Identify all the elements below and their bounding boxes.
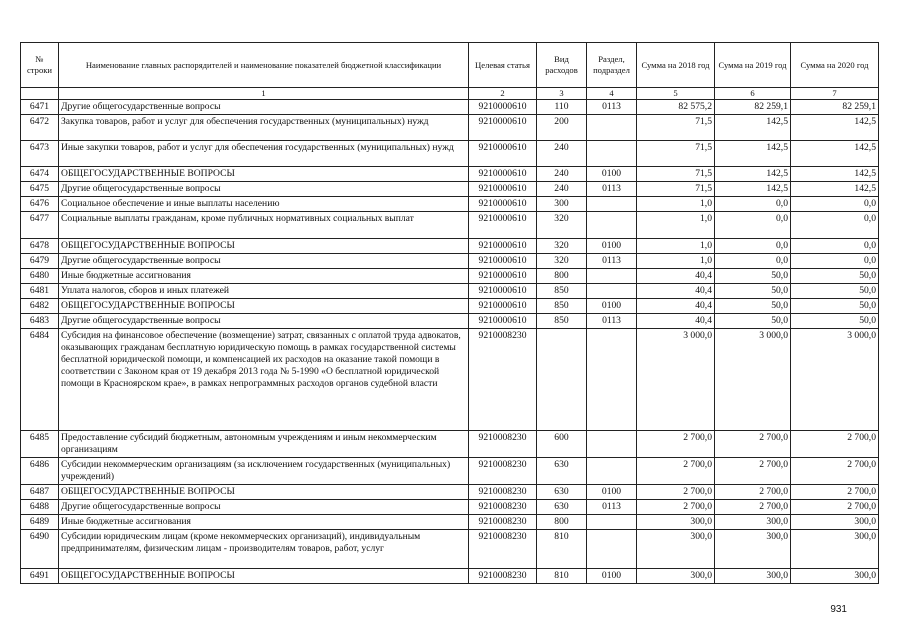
row-name: Другие общегосударственные вопросы bbox=[59, 182, 469, 197]
row-target-article: 9210008230 bbox=[469, 431, 537, 458]
row-section bbox=[587, 141, 637, 167]
row-target-article: 9210000610 bbox=[469, 141, 537, 167]
row-name: Предоставление субсидий бюджетным, автономным учреждениям и иным некоммерческим организациям bbox=[59, 431, 469, 458]
row-sum-2019: 0,0 bbox=[715, 197, 791, 212]
row-section: 0100 bbox=[587, 299, 637, 314]
row-number: 6488 bbox=[21, 500, 59, 515]
table-row bbox=[21, 458, 879, 485]
row-sum-2019: 142,5 bbox=[715, 167, 791, 182]
row-target-article: 9210008230 bbox=[469, 329, 537, 431]
row-target-article: 9210000610 bbox=[469, 182, 537, 197]
row-sum-2020: 0,0 bbox=[791, 212, 879, 239]
row-target-article: 9210008230 bbox=[469, 458, 537, 485]
table-row bbox=[21, 284, 879, 299]
table-row bbox=[21, 212, 879, 239]
row-sum-2020: 2 700,0 bbox=[791, 431, 879, 458]
row-name: Другие общегосударственные вопросы bbox=[59, 100, 469, 115]
row-name: Уплата налогов, сборов и иных платежей bbox=[59, 284, 469, 299]
row-target-article: 9210008230 bbox=[469, 530, 537, 569]
row-sum-2019: 300,0 bbox=[715, 569, 791, 584]
row-target-article: 9210008230 bbox=[469, 500, 537, 515]
row-name: Субсидии некоммерческим организациям (за исключением государственных (муниципальных) учреждений) bbox=[59, 458, 469, 485]
table-row bbox=[21, 254, 879, 269]
row-expense-kind: 240 bbox=[537, 182, 587, 197]
column-number: 4 bbox=[587, 88, 637, 100]
row-sum-2018: 2 700,0 bbox=[637, 458, 715, 485]
column-number: 7 bbox=[791, 88, 879, 100]
row-section bbox=[587, 458, 637, 485]
table-row bbox=[21, 141, 879, 167]
row-sum-2020: 300,0 bbox=[791, 515, 879, 530]
row-name: Социальные выплаты гражданам, кроме публичных нормативных социальных выплат bbox=[59, 212, 469, 239]
row-sum-2020: 2 700,0 bbox=[791, 458, 879, 485]
row-sum-2019: 82 259,1 bbox=[715, 100, 791, 115]
row-sum-2020: 2 700,0 bbox=[791, 485, 879, 500]
row-sum-2018: 300,0 bbox=[637, 569, 715, 584]
row-sum-2019: 0,0 bbox=[715, 254, 791, 269]
row-number: 6484 bbox=[21, 329, 59, 431]
header-section: Раздел, подраздел bbox=[587, 43, 637, 88]
table-row bbox=[21, 485, 879, 500]
row-sum-2019: 50,0 bbox=[715, 299, 791, 314]
row-sum-2018: 2 700,0 bbox=[637, 485, 715, 500]
row-number: 6481 bbox=[21, 284, 59, 299]
row-target-article: 9210000610 bbox=[469, 284, 537, 299]
row-name: ОБЩЕГОСУДАРСТВЕННЫЕ ВОПРОСЫ bbox=[59, 167, 469, 182]
row-sum-2018: 40,4 bbox=[637, 284, 715, 299]
row-section bbox=[587, 197, 637, 212]
row-section bbox=[587, 329, 637, 431]
row-number: 6477 bbox=[21, 212, 59, 239]
row-target-article: 9210000610 bbox=[469, 167, 537, 182]
row-number: 6483 bbox=[21, 314, 59, 329]
row-sum-2020: 142,5 bbox=[791, 115, 879, 141]
row-sum-2018: 82 575,2 bbox=[637, 100, 715, 115]
row-sum-2019: 2 700,0 bbox=[715, 500, 791, 515]
header-row-number: № строки bbox=[21, 43, 59, 88]
row-sum-2020: 50,0 bbox=[791, 284, 879, 299]
table-row bbox=[21, 431, 879, 458]
row-sum-2019: 300,0 bbox=[715, 515, 791, 530]
column-number bbox=[21, 88, 59, 100]
table-row bbox=[21, 299, 879, 314]
row-sum-2018: 1,0 bbox=[637, 254, 715, 269]
row-number: 6485 bbox=[21, 431, 59, 458]
row-section bbox=[587, 115, 637, 141]
row-sum-2020: 142,5 bbox=[791, 167, 879, 182]
row-number: 6480 bbox=[21, 269, 59, 284]
row-number: 6489 bbox=[21, 515, 59, 530]
row-sum-2018: 300,0 bbox=[637, 515, 715, 530]
row-section: 0113 bbox=[587, 182, 637, 197]
row-sum-2019: 50,0 bbox=[715, 284, 791, 299]
row-name: Закупка товаров, работ и услуг для обеспечения государственных (муниципальных) нужд bbox=[59, 115, 469, 141]
row-expense-kind: 850 bbox=[537, 299, 587, 314]
row-expense-kind: 630 bbox=[537, 485, 587, 500]
row-name: ОБЩЕГОСУДАРСТВЕННЫЕ ВОПРОСЫ bbox=[59, 239, 469, 254]
row-sum-2019: 300,0 bbox=[715, 530, 791, 569]
row-target-article: 9210008230 bbox=[469, 515, 537, 530]
row-sum-2020: 300,0 bbox=[791, 530, 879, 569]
row-section bbox=[587, 212, 637, 239]
row-sum-2018: 40,4 bbox=[637, 314, 715, 329]
column-number-row bbox=[21, 88, 879, 100]
row-number: 6487 bbox=[21, 485, 59, 500]
row-expense-kind: 850 bbox=[537, 314, 587, 329]
row-section: 0113 bbox=[587, 100, 637, 115]
row-sum-2018: 71,5 bbox=[637, 182, 715, 197]
row-expense-kind: 240 bbox=[537, 141, 587, 167]
row-target-article: 9210000610 bbox=[469, 197, 537, 212]
table-row bbox=[21, 500, 879, 515]
row-number: 6479 bbox=[21, 254, 59, 269]
row-name: Другие общегосударственные вопросы bbox=[59, 314, 469, 329]
row-section: 0100 bbox=[587, 167, 637, 182]
table-row bbox=[21, 329, 879, 431]
table-row bbox=[21, 100, 879, 115]
row-number: 6478 bbox=[21, 239, 59, 254]
row-section: 0113 bbox=[587, 500, 637, 515]
row-target-article: 9210000610 bbox=[469, 299, 537, 314]
row-sum-2020: 50,0 bbox=[791, 314, 879, 329]
row-sum-2018: 71,5 bbox=[637, 167, 715, 182]
row-sum-2018: 40,4 bbox=[637, 299, 715, 314]
row-section: 0100 bbox=[587, 569, 637, 584]
row-sum-2019: 142,5 bbox=[715, 182, 791, 197]
row-sum-2019: 142,5 bbox=[715, 115, 791, 141]
row-sum-2020: 0,0 bbox=[791, 197, 879, 212]
row-sum-2018: 3 000,0 bbox=[637, 329, 715, 431]
row-name: Другие общегосударственные вопросы bbox=[59, 500, 469, 515]
table-row bbox=[21, 239, 879, 254]
row-section: 0100 bbox=[587, 485, 637, 500]
row-expense-kind: 200 bbox=[537, 115, 587, 141]
column-number: 2 bbox=[469, 88, 537, 100]
row-sum-2018: 1,0 bbox=[637, 239, 715, 254]
row-sum-2020: 82 259,1 bbox=[791, 100, 879, 115]
row-sum-2020: 0,0 bbox=[791, 254, 879, 269]
row-target-article: 9210000610 bbox=[469, 115, 537, 141]
row-sum-2018: 71,5 bbox=[637, 115, 715, 141]
row-target-article: 9210000610 bbox=[469, 239, 537, 254]
row-expense-kind: 300 bbox=[537, 197, 587, 212]
table-row bbox=[21, 314, 879, 329]
row-expense-kind: 630 bbox=[537, 500, 587, 515]
row-number: 6472 bbox=[21, 115, 59, 141]
row-sum-2020: 142,5 bbox=[791, 182, 879, 197]
row-section bbox=[587, 515, 637, 530]
table-row bbox=[21, 269, 879, 284]
row-sum-2020: 3 000,0 bbox=[791, 329, 879, 431]
row-sum-2019: 0,0 bbox=[715, 212, 791, 239]
row-target-article: 9210008230 bbox=[469, 485, 537, 500]
row-name: Иные бюджетные ассигнования bbox=[59, 515, 469, 530]
row-sum-2020: 0,0 bbox=[791, 239, 879, 254]
row-name: Субсидия на финансовое обеспечение (возмещение) затрат, связанных с оплатой труда адвокатов, оказывающих гражданам бесплатную юридическую помощь в рамках государственной системы бесплатной юридической помощи, и компенсацией их расходов на оказание такой помощи в соответствии с Законом края от 19 декабря 2013 года № 5-1990 «О бесплатной юридической помощи в Красноярском крае», в рамках непрограммных расходов органов судебной власти bbox=[59, 329, 469, 431]
table-row bbox=[21, 530, 879, 569]
row-expense-kind: 800 bbox=[537, 515, 587, 530]
row-expense-kind: 240 bbox=[537, 167, 587, 182]
row-name: Иные закупки товаров, работ и услуг для обеспечения государственных (муниципальных) нужд bbox=[59, 141, 469, 167]
row-expense-kind: 810 bbox=[537, 569, 587, 584]
row-section: 0100 bbox=[587, 239, 637, 254]
row-name: Иные бюджетные ассигнования bbox=[59, 269, 469, 284]
row-number: 6482 bbox=[21, 299, 59, 314]
row-expense-kind: 600 bbox=[537, 431, 587, 458]
table-row bbox=[21, 167, 879, 182]
table-row bbox=[21, 115, 879, 141]
header-sum-2018: Сумма на 2018 год bbox=[637, 43, 715, 88]
row-number: 6486 bbox=[21, 458, 59, 485]
header-name: Наименование главных распорядителей и наименование показателей бюджетной классификации bbox=[59, 43, 469, 88]
row-number: 6475 bbox=[21, 182, 59, 197]
row-name: Субсидии юридическим лицам (кроме некоммерческих организаций), индивидуальным предпринимателям, физическим лицам - производителям товаров, работ, услуг bbox=[59, 530, 469, 569]
row-expense-kind: 630 bbox=[537, 458, 587, 485]
row-sum-2019: 2 700,0 bbox=[715, 485, 791, 500]
row-sum-2019: 50,0 bbox=[715, 269, 791, 284]
row-sum-2020: 2 700,0 bbox=[791, 500, 879, 515]
row-section bbox=[587, 530, 637, 569]
row-name: ОБЩЕГОСУДАРСТВЕННЫЕ ВОПРОСЫ bbox=[59, 299, 469, 314]
row-number: 6490 bbox=[21, 530, 59, 569]
row-expense-kind: 320 bbox=[537, 254, 587, 269]
row-section bbox=[587, 269, 637, 284]
row-target-article: 9210000610 bbox=[469, 269, 537, 284]
header-row bbox=[21, 43, 879, 88]
row-expense-kind: 800 bbox=[537, 269, 587, 284]
row-expense-kind: 320 bbox=[537, 212, 587, 239]
row-sum-2019: 2 700,0 bbox=[715, 431, 791, 458]
row-sum-2018: 2 700,0 bbox=[637, 500, 715, 515]
row-section bbox=[587, 284, 637, 299]
row-expense-kind bbox=[537, 329, 587, 431]
column-number: 3 bbox=[537, 88, 587, 100]
row-number: 6471 bbox=[21, 100, 59, 115]
row-name: Социальное обеспечение и иные выплаты населению bbox=[59, 197, 469, 212]
row-sum-2018: 1,0 bbox=[637, 197, 715, 212]
row-target-article: 9210000610 bbox=[469, 314, 537, 329]
table-body bbox=[21, 100, 879, 584]
row-sum-2019: 3 000,0 bbox=[715, 329, 791, 431]
header-sum-2020: Сумма на 2020 год bbox=[791, 43, 879, 88]
row-section: 0113 bbox=[587, 254, 637, 269]
row-number: 6476 bbox=[21, 197, 59, 212]
row-sum-2019: 0,0 bbox=[715, 239, 791, 254]
row-target-article: 9210000610 bbox=[469, 100, 537, 115]
row-number: 6491 bbox=[21, 569, 59, 584]
header-target-article: Целевая статья bbox=[469, 43, 537, 88]
row-sum-2018: 300,0 bbox=[637, 530, 715, 569]
row-name: ОБЩЕГОСУДАРСТВЕННЫЕ ВОПРОСЫ bbox=[59, 485, 469, 500]
table-row bbox=[21, 515, 879, 530]
row-sum-2018: 1,0 bbox=[637, 212, 715, 239]
column-number: 5 bbox=[637, 88, 715, 100]
row-section: 0113 bbox=[587, 314, 637, 329]
row-sum-2019: 50,0 bbox=[715, 314, 791, 329]
row-name: ОБЩЕГОСУДАРСТВЕННЫЕ ВОПРОСЫ bbox=[59, 569, 469, 584]
page-number: 931 bbox=[830, 604, 847, 615]
row-sum-2020: 50,0 bbox=[791, 299, 879, 314]
row-expense-kind: 810 bbox=[537, 530, 587, 569]
row-expense-kind: 850 bbox=[537, 284, 587, 299]
row-expense-kind: 110 bbox=[537, 100, 587, 115]
row-sum-2019: 142,5 bbox=[715, 141, 791, 167]
table-row bbox=[21, 569, 879, 584]
table-row bbox=[21, 182, 879, 197]
column-number: 1 bbox=[59, 88, 469, 100]
row-section bbox=[587, 431, 637, 458]
table-row bbox=[21, 197, 879, 212]
row-target-article: 9210008230 bbox=[469, 569, 537, 584]
row-sum-2020: 50,0 bbox=[791, 269, 879, 284]
row-sum-2019: 2 700,0 bbox=[715, 458, 791, 485]
row-sum-2020: 142,5 bbox=[791, 141, 879, 167]
row-sum-2018: 40,4 bbox=[637, 269, 715, 284]
row-number: 6474 bbox=[21, 167, 59, 182]
column-number: 6 bbox=[715, 88, 791, 100]
row-sum-2018: 2 700,0 bbox=[637, 431, 715, 458]
header-sum-2019: Сумма на 2019 год bbox=[715, 43, 791, 88]
row-target-article: 9210000610 bbox=[469, 212, 537, 239]
row-number: 6473 bbox=[21, 141, 59, 167]
row-name: Другие общегосударственные вопросы bbox=[59, 254, 469, 269]
row-sum-2018: 71,5 bbox=[637, 141, 715, 167]
header-expense-kind: Вид расходов bbox=[537, 43, 587, 88]
budget-table bbox=[20, 42, 879, 584]
row-expense-kind: 320 bbox=[537, 239, 587, 254]
row-sum-2020: 300,0 bbox=[791, 569, 879, 584]
row-target-article: 9210000610 bbox=[469, 254, 537, 269]
